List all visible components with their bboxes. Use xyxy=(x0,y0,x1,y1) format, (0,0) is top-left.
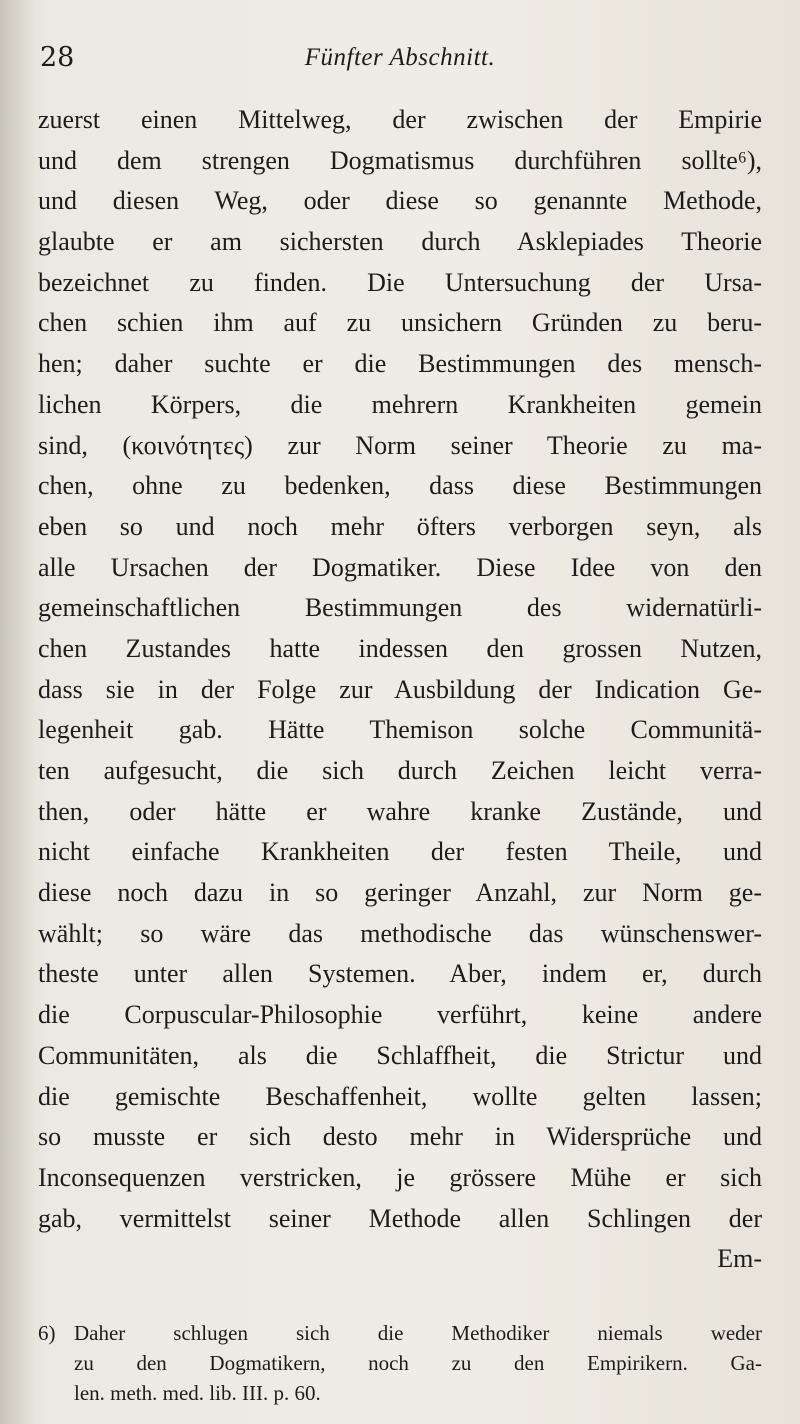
text-line: nicht einfache Krankheiten der festen Theile, und xyxy=(38,837,762,867)
footnote-line xyxy=(38,1318,762,1348)
running-title: Fünfter Abschnitt. xyxy=(304,44,496,71)
text-line: bezeichnet zu finden. Die Untersuchung der Ursa- xyxy=(38,267,762,297)
text-line: so musste er sich desto mehr in Widersprüche und xyxy=(38,1122,762,1152)
text-line: und diesen Weg, oder diese so genannte Methode, xyxy=(38,186,762,216)
text-line: gab, vermittelst seiner Methode allen Schlingen der xyxy=(38,1203,762,1233)
text-line: chen Zustandes hatte indessen den grossen Nutzen, xyxy=(38,633,762,663)
text-line: chen schien ihm auf zu unsichern Gründen zu beru- xyxy=(38,308,762,338)
footnote-text: Daher schlugen sich die Methodiker niemals weder xyxy=(74,1321,762,1345)
text-line: hen; daher suchte er die Bestimmungen des mensch- xyxy=(38,349,762,379)
text-line: die Corpuscular-Philosophie verführt, keine andere xyxy=(38,1000,762,1030)
text-line: wählt; so wäre das methodische das wünschenswer- xyxy=(38,918,762,948)
text-line: Inconsequenzen verstricken, je grössere Mühe er sich xyxy=(38,1162,762,1192)
text-line: zuerst einen Mittelweg, der zwischen der Empirie xyxy=(38,105,762,134)
footnote-line: zu den Dogmatikern, noch zu den Empirikern. Ga- xyxy=(74,1351,762,1375)
text-line: chen, ohne zu bedenken, dass diese Bestimmungen xyxy=(38,471,762,501)
text-line: glaubte er am sichersten durch Asklepiades Theorie xyxy=(38,227,762,257)
page-number: 28 xyxy=(40,42,75,73)
text-line: eben so und noch mehr öfters verborgen seyn, als xyxy=(38,511,762,541)
text-line: Communitäten, als die Schlaffheit, die Strictur und xyxy=(38,1040,762,1070)
text-line: gemeinschaftlichen Bestimmungen des widernatürli- xyxy=(38,593,762,623)
text-line: theste unter allen Systemen. Aber, indem er, durch xyxy=(38,959,762,989)
text-line: ten aufgesucht, die sich durch Zeichen leicht verra- xyxy=(38,756,762,785)
page-header xyxy=(40,42,760,82)
text-line: lichen Körpers, die mehrern Krankheiten gemein xyxy=(38,389,762,419)
text-line: dass sie in der Folge zur Ausbildung der Indication Ge- xyxy=(38,674,762,704)
text-line: sind, (κοινότητες) zur Norm seiner Theorie zu ma- xyxy=(38,430,762,460)
text-line: die gemischte Beschaffenheit, wollte gelten lassen; xyxy=(38,1081,762,1111)
text-line: then, oder hätte er wahre kranke Zustände, und xyxy=(38,796,762,826)
body-text xyxy=(38,100,762,1280)
footnote xyxy=(38,1318,762,1408)
catchword: Em- xyxy=(717,1244,762,1274)
text-line: legenheit gab. Hätte Themison solche Communitä- xyxy=(38,715,762,745)
text-line: und dem strengen Dogmatismus durchführen sollte⁶), xyxy=(38,145,762,175)
text-line: diese noch dazu in so geringer Anzahl, zur Norm ge- xyxy=(38,878,762,908)
footnote-line: len. meth. med. lib. III. p. 60. xyxy=(74,1381,321,1405)
footnote-marker: 6) xyxy=(38,1321,56,1345)
binding-shadow xyxy=(0,0,36,1424)
text-line: alle Ursachen der Dogmatiker. Diese Idee von den xyxy=(38,552,762,582)
